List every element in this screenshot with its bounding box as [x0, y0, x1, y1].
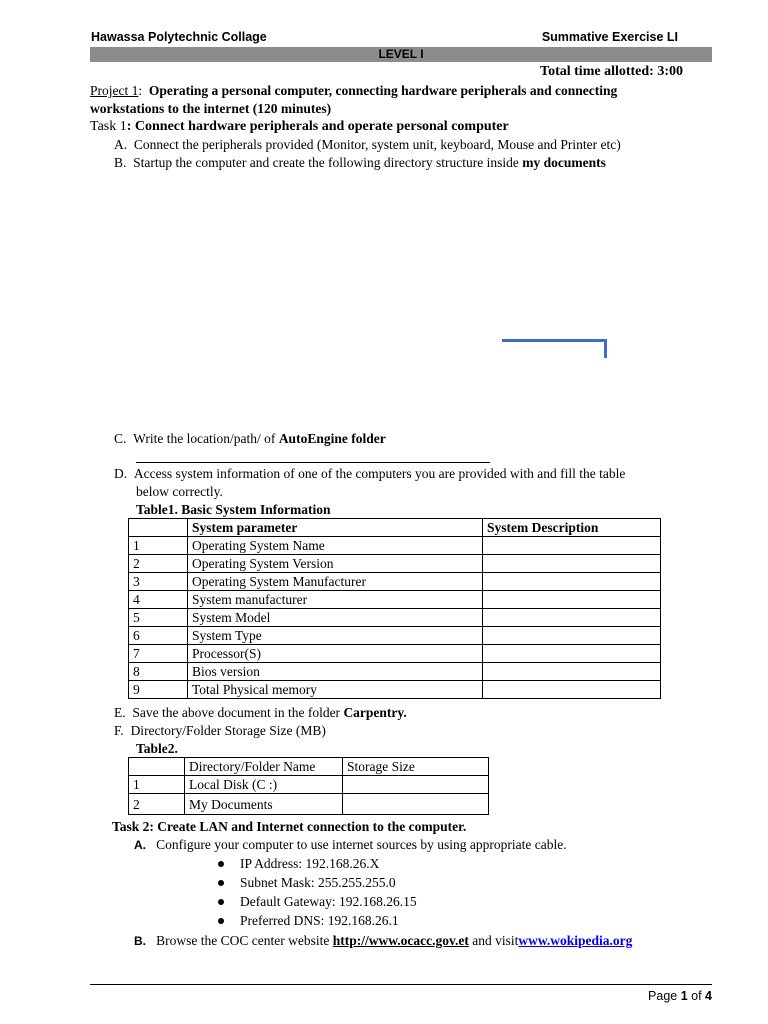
- network-setting-gateway: Default Gateway: 192.168.26.15: [240, 894, 417, 909]
- diagram-connector-tick: [604, 339, 607, 358]
- item-text: Write the location/path/ of: [133, 431, 279, 446]
- table-header-cell: System parameter: [188, 519, 483, 537]
- table-cell: Bios version: [188, 663, 483, 681]
- coc-website-link[interactable]: http://www.ocacc.gov.et: [332, 933, 469, 948]
- table-input-cell[interactable]: [483, 591, 661, 609]
- table-cell: 4: [129, 591, 188, 609]
- answer-blank-line[interactable]: [136, 462, 490, 463]
- table-row: [129, 591, 661, 609]
- bullet-icon: [218, 899, 224, 905]
- network-setting-mask: Subnet Mask: 255.255.255.0: [240, 875, 396, 890]
- item-marker: A.: [134, 838, 146, 852]
- item-marker: B.: [134, 934, 146, 948]
- table-cell: 3: [129, 573, 188, 591]
- table-cell: Processor(S): [188, 645, 483, 663]
- table-cell: 6: [129, 627, 188, 645]
- table-input-cell[interactable]: [483, 537, 661, 555]
- storage-size-table: [128, 757, 489, 815]
- table-cell: 2: [129, 794, 185, 815]
- task1-item-e: [114, 704, 407, 722]
- task2-label: Task 2: [112, 819, 150, 834]
- wokipedia-link[interactable]: www.wokipedia.org: [518, 933, 633, 948]
- header-exercise: Summative Exercise LI: [541, 30, 678, 44]
- task1-label: Task 1: [90, 119, 127, 134]
- bullet-icon: [218, 880, 224, 886]
- table-cell: 1: [129, 537, 188, 555]
- table-input-cell[interactable]: [483, 663, 661, 681]
- table-cell: Local Disk (C :): [185, 776, 343, 794]
- item-bold: AutoEngine folder: [278, 431, 386, 446]
- table-row: [129, 627, 661, 645]
- table-cell: Operating System Version: [188, 555, 483, 573]
- page-number: [648, 989, 712, 1003]
- task2-title: : Create LAN and Internet connection to the computer.: [149, 819, 467, 834]
- table-cell: System manufacturer: [188, 591, 483, 609]
- table-input-cell[interactable]: [343, 794, 489, 815]
- table-header-cell: System Description: [483, 519, 661, 537]
- item-text: Save the above document in the folder: [132, 705, 344, 720]
- table-cell: 2: [129, 555, 188, 573]
- task2-heading: [112, 818, 466, 836]
- table-cell: 5: [129, 609, 188, 627]
- network-setting-ip: IP Address: 192.168.26.X: [240, 856, 380, 871]
- table-row: [129, 681, 661, 699]
- table-cell: 7: [129, 645, 188, 663]
- item-marker: E.: [114, 705, 126, 720]
- task1-item-a: [114, 136, 621, 154]
- item-text: Directory/Folder Storage Size (MB): [130, 723, 326, 738]
- table-header-row: [129, 758, 489, 776]
- table-row: [129, 609, 661, 627]
- table-cell: My Documents: [185, 794, 343, 815]
- item-marker: A.: [114, 137, 128, 152]
- task2-item-a: [134, 836, 567, 854]
- item-text: Configure your computer to use internet sources by using appropriate cable.: [156, 837, 567, 852]
- item-text: and visit: [468, 933, 519, 948]
- item-marker: B.: [114, 155, 127, 170]
- project-title: Operating a personal computer, connecting hardware peripherals and connecting: [148, 83, 618, 98]
- project-sep: :: [138, 83, 143, 98]
- item-text: Browse the COC center website: [156, 933, 333, 948]
- system-info-table: [128, 518, 661, 699]
- footer-rule: [90, 984, 712, 985]
- task1-item-b: [114, 154, 606, 172]
- bullet-icon: [218, 861, 224, 867]
- table-header-cell: [129, 758, 185, 776]
- network-setting-dns: Preferred DNS: 192.168.26.1: [240, 913, 399, 928]
- table-row: [129, 537, 661, 555]
- table-row: [129, 663, 661, 681]
- table-input-cell[interactable]: [483, 609, 661, 627]
- current-page: 1: [680, 989, 688, 1003]
- item-marker: C.: [114, 431, 127, 446]
- bullet-icon: [218, 918, 224, 924]
- diagram-connector-line: [502, 339, 606, 342]
- total-pages: 4: [705, 989, 712, 1003]
- table2-caption: Table2.: [136, 741, 178, 756]
- table-input-cell[interactable]: [483, 681, 661, 699]
- project-title-line2: workstations to the internet (120 minutes): [90, 101, 332, 116]
- table-header-cell: Storage Size: [343, 758, 489, 776]
- item-bold: my documents: [522, 155, 606, 170]
- item-bold: Carpentry.: [343, 705, 407, 720]
- table-row: [129, 555, 661, 573]
- table-cell: Total Physical memory: [188, 681, 483, 699]
- table-cell: System Type: [188, 627, 483, 645]
- table-row: [129, 776, 489, 794]
- task1-item-f: [114, 722, 326, 740]
- table-header-cell: [129, 519, 188, 537]
- table-cell: 9: [129, 681, 188, 699]
- project-title-line1: [90, 82, 617, 100]
- item-marker: D.: [114, 466, 128, 481]
- table-input-cell[interactable]: [483, 627, 661, 645]
- task1-item-d: [114, 465, 625, 483]
- time-allotted: Total time allotted: 3:00: [540, 64, 683, 79]
- header-college: Hawassa Polytechnic Collage: [91, 30, 267, 44]
- level-bar: LEVEL I: [90, 47, 712, 62]
- table-input-cell[interactable]: [483, 555, 661, 573]
- table-cell: System Model: [188, 609, 483, 627]
- item-text: Connect the peripherals provided (Monitor, system unit, keyboard, Mouse and Printer etc): [133, 137, 621, 152]
- table-input-cell[interactable]: [483, 573, 661, 591]
- table-cell: Operating System Manufacturer: [188, 573, 483, 591]
- item-text: Startup the computer and create the following directory structure inside: [133, 155, 523, 170]
- table-row: [129, 573, 661, 591]
- table-header-row: [129, 519, 661, 537]
- project-label: Project 1: [90, 83, 139, 98]
- task1-heading: [90, 118, 509, 136]
- task1-item-c: [114, 430, 386, 448]
- table-row: [129, 645, 661, 663]
- table-cell: 8: [129, 663, 188, 681]
- table-input-cell[interactable]: [343, 776, 489, 794]
- task2-item-b: [134, 932, 632, 950]
- task1-title: : Connect hardware peripherals and operate personal computer: [126, 119, 509, 134]
- page-word: Page: [648, 989, 681, 1003]
- table-cell: Operating System Name: [188, 537, 483, 555]
- item-marker: F.: [114, 723, 124, 738]
- table-header-cell: Directory/Folder Name: [185, 758, 343, 776]
- table-cell: 1: [129, 776, 185, 794]
- of-word: of: [687, 989, 706, 1003]
- table1-caption: Table1. Basic System Information: [136, 502, 331, 517]
- table-row: [129, 794, 489, 815]
- item-text: Access system information of one of the computers you are provided with and fill the table: [133, 466, 626, 481]
- task1-item-d-cont: below correctly.: [136, 484, 223, 499]
- table-input-cell[interactable]: [483, 645, 661, 663]
